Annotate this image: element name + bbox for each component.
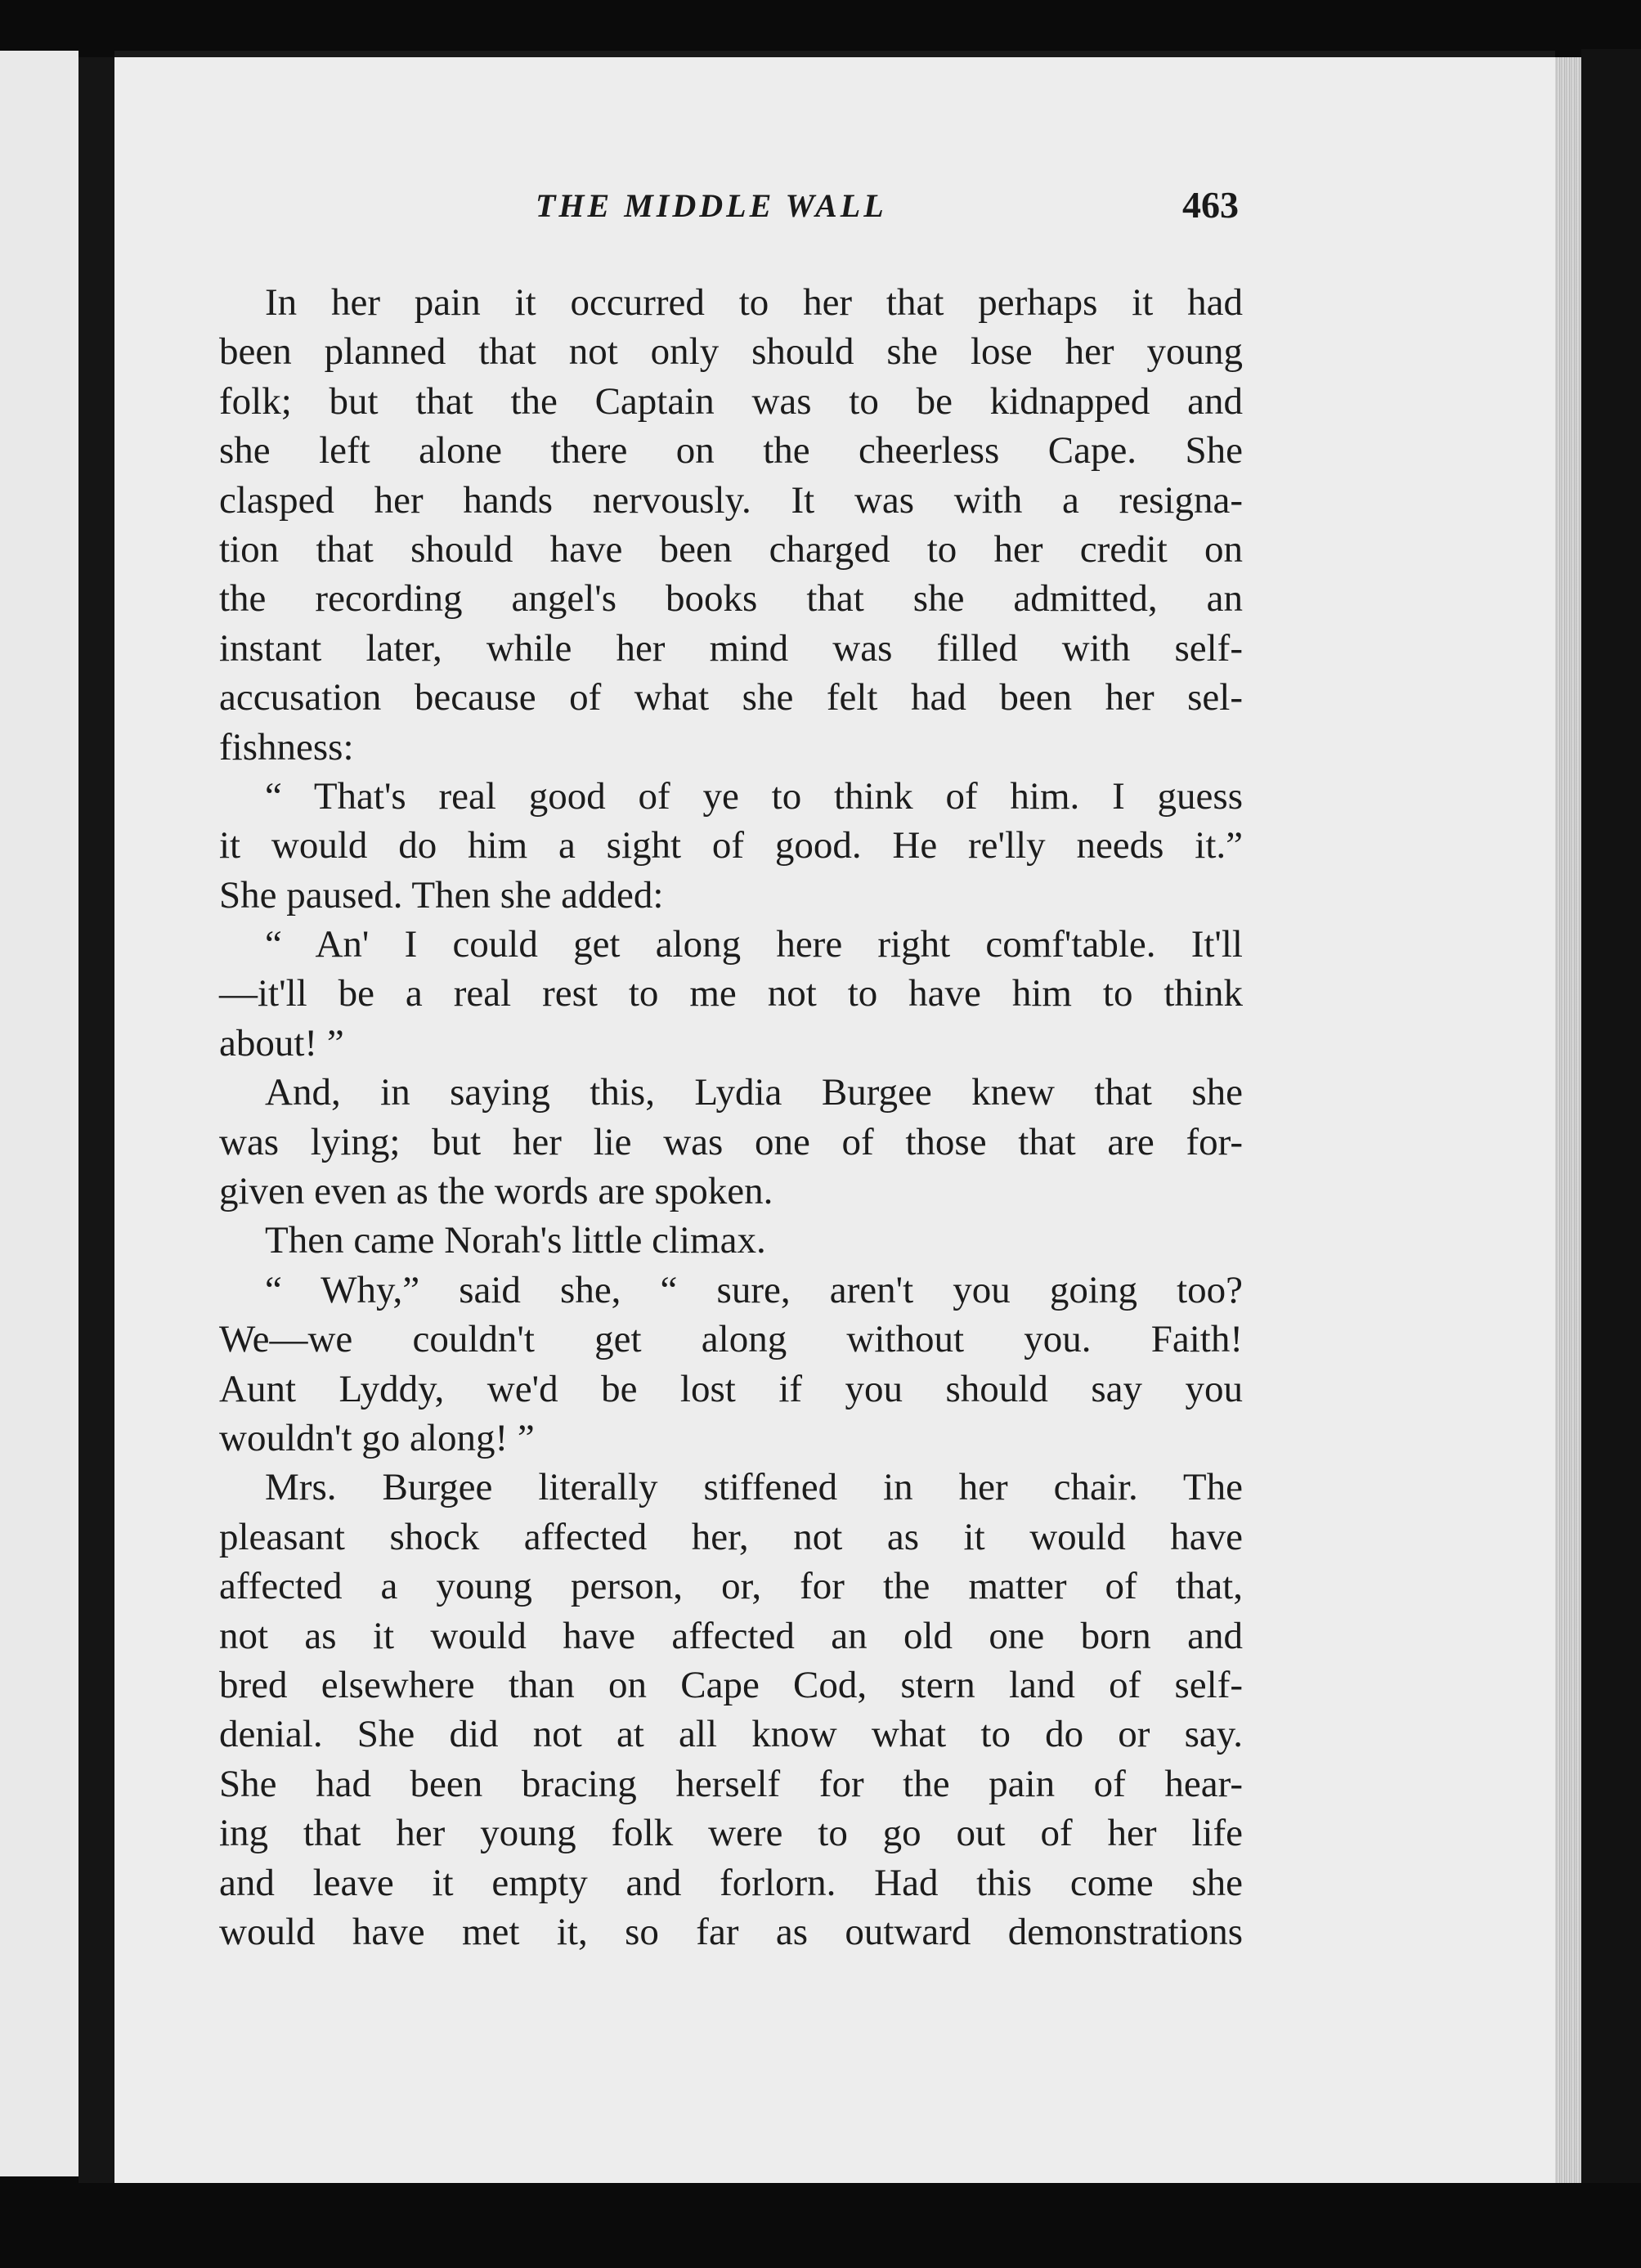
facing-page-edge [0,51,78,2176]
text-line: And, in saying this, Lydia Burgee knew that she [265,1071,1243,1114]
text-line: “ That's real good of ye to think of him. I guess [265,774,1243,818]
text-line: pleasant shock affected her, not as it would have [219,1515,1243,1558]
text-line: folk; but that the Captain was to be kidnapped and [219,379,1243,423]
text-line: accusation because of what she felt had been her sel- [219,676,1243,719]
body-text [219,278,1243,1956]
text-line: clasped her hands nervously. It was with a resigna- [219,478,1243,522]
bottom-background [0,2183,1641,2268]
text-line: Mrs. Burgee literally stiffened in her chair. The [265,1466,1243,1509]
text-line: given even as the words are spoken. [219,1170,773,1213]
page-fore-edge [1555,57,1581,2183]
running-head [217,178,1239,235]
text-line: “ Why,” said she, “ sure, aren't you going too? [265,1268,1243,1311]
text-line: she left alone there on the cheerless Cape. She [219,429,1243,473]
text-line: ing that her young folk were to go out of her life [219,1812,1243,1855]
book-gutter [78,57,114,2183]
text-line: “ An' I could get along here right comf'table. It'll [265,923,1243,966]
text-line: wouldn't go along! ” [219,1416,535,1459]
text-line: We—we couldn't get along without you. Faith! [219,1318,1243,1361]
text-line: affected a young person, or, for the matter of that, [219,1565,1243,1608]
text-line: denial. She did not at all know what to do or say. [219,1713,1243,1756]
text-line: She had been bracing herself for the pain of hear- [219,1762,1243,1805]
text-line: about! ” [219,1021,344,1065]
text-line: In her pain it occurred to her that perhaps it had [265,281,1243,324]
text-line: fishness: [219,725,354,769]
text-line: would have met it, so far as outward demonstrations [219,1910,1243,1953]
right-background [1581,49,1641,2191]
text-line: bred elsewhere than on Cape Cod, stern land of self- [219,1663,1243,1706]
text-line: was lying; but her lie was one of those that are for- [219,1120,1243,1163]
text-line: She paused. Then she added: [219,873,664,917]
text-line: and leave it empty and forlorn. Had this come she [219,1861,1243,1904]
page-number: 463 [1182,184,1239,226]
text-line: instant later, while her mind was filled with self- [219,626,1243,670]
text-line: not as it would have affected an old one born and [219,1614,1243,1657]
text-line: Aunt Lyddy, we'd be lost if you should say you [219,1367,1243,1410]
text-line: —it'll be a real rest to me not to have him to think [219,972,1243,1015]
text-line: it would do him a sight of good. He re'lly needs it.” [219,824,1243,867]
running-title: THE MIDDLE WALL [536,187,887,224]
text-line: the recording angel's books that she admitted, an [219,577,1243,621]
text-line: been planned that not only should she lose her young [219,330,1243,374]
text-line: tion that should have been charged to her credit on [219,527,1243,571]
text-line: Then came Norah's little climax. [265,1219,766,1262]
